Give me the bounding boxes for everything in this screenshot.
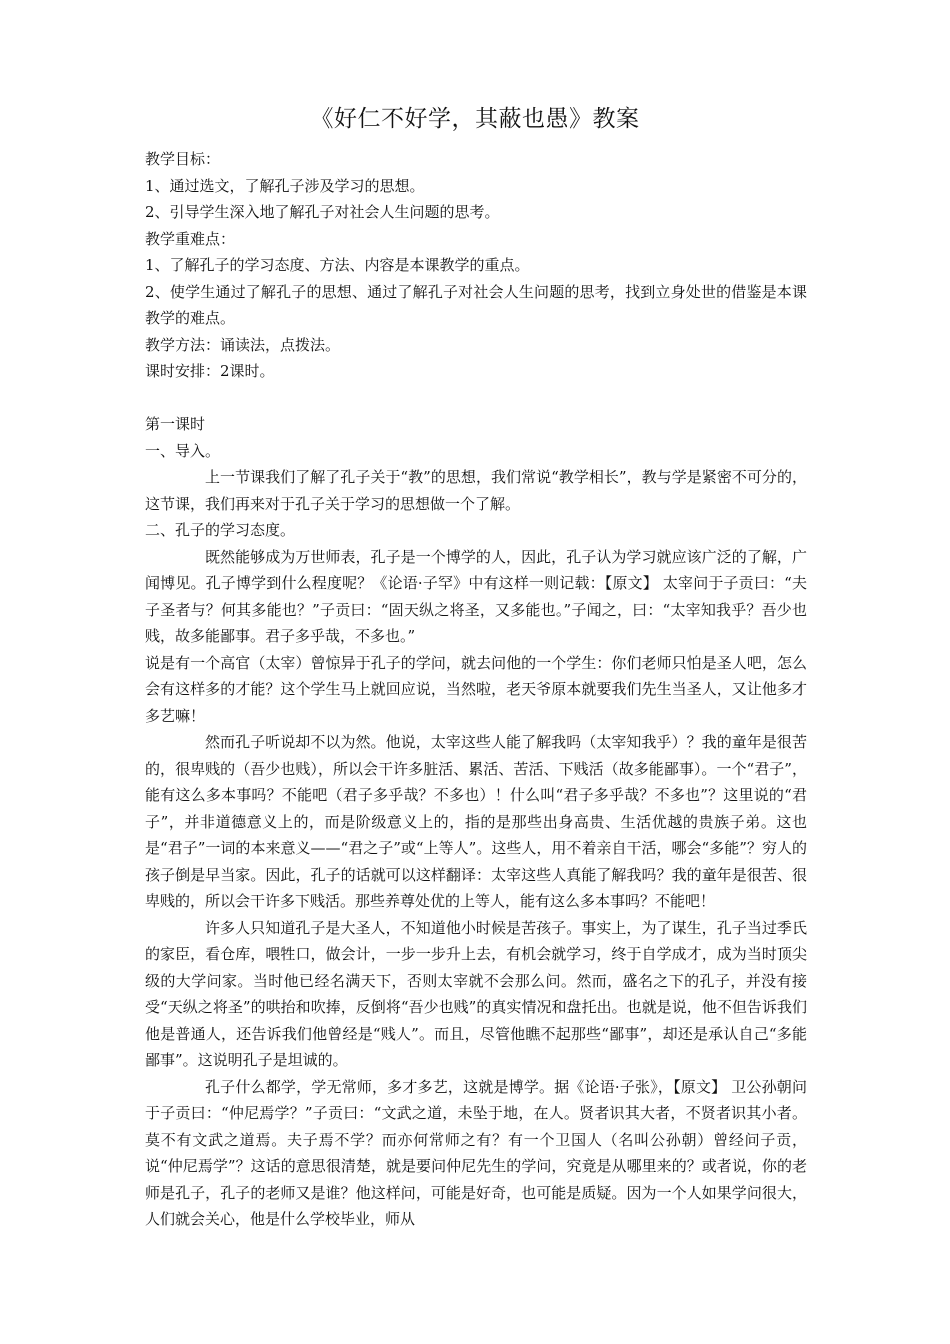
paragraph: 一、导入。: [145, 441, 221, 460]
paragraph: 上一节课我们了解了孔子关于“教”的思想，我们常说“教学相长”，教与学是紧密不可分的，这节课，我们再来对于孔子关于学习的思想做一个了解。: [145, 468, 807, 513]
paragraph: 许多人只知道孔子是大圣人，不知道他小时候是苦孩子。事实上，为了谋生，孔子当过季氏的家臣，看仓库，喂牲口，做会计，一步一步升上去，有机会就学习，终于自学成才，成为当时顶尖级的大学问家。当时他已经名满天下，否则太宰就不会那么问。然而，盛名之下的孔子，并没有接受“天纵之将圣”的哄抬和吹捧，反倒将“吾少也贱”的真实情况和盘托出。也就是说，他不但告诉我们他是普通人，还告诉我们他曾经是“贱人”。而且，尽管他瞧不起那些“鄙事”，却还是承认自己“多能鄙事”。这说明孔子是坦诚的。: [145, 918, 807, 1069]
document-title: 《好仁不好学，其蔽也愚》教案: [310, 106, 640, 132]
paragraph: 1、通过选文，了解孔子涉及学习的思想。: [145, 176, 425, 195]
paragraph: 教学目标：: [145, 150, 221, 168]
paragraph: 孔子什么都学，学无常师，多才多艺，这就是博学。据《论语·子张》，【原文】 卫公孙朝问于子贡曰：“仲尼焉学？”子贡曰：“文武之道，未坠于地，在人。贤者识其大者，不贤者识其小者。莫不有文武之道焉。夫子焉不学？而亦何常师之有？有一个卫国人（名叫公孙朝）曾经问子贡，说“仲尼焉学”？这话的意思很清楚，就是要问仲尼先生的学问，究竟是从哪里来的？或者说，你的老师是孔子，孔子的老师又是谁？他这样问，可能是好奇，也可能是质疑。因为一个人如果学问很大，人们就会关心，他是什么学校毕业，师从: [145, 1077, 807, 1228]
paragraph: 2、引导学生深入地了解孔子对社会人生问题的思考。: [145, 203, 500, 221]
paragraph: 第一课时: [145, 415, 206, 433]
paragraph: 说是有一个高官（太宰）曾惊异于孔子的学问，就去问他的一个学生：你们老师只怕是圣人吧，怎么会有这样多的才能？这个学生马上就回应说，当然啦，老天爷原本就要我们先生当圣人，又让他多才多艺嘛！: [145, 653, 807, 725]
paragraph: 二、孔子的学习态度。: [145, 521, 296, 539]
paragraph: 既然能够成为万世师表，孔子是一个博学的人，因此，孔子认为学习就应该广泛的了解，广闻博见。孔子博学到什么程度呢？《论语·子罕》中有这样一则记载：【原文】 太宰问于子贡曰：“夫子圣者与？何其多能也？”子贡曰：“固天纵之将圣，又多能也。”子闻之，曰：“太宰知我乎？吾少也贱，故多能鄙事。君子多乎哉，不多也。”: [145, 547, 807, 645]
paragraph: 1、了解孔子的学习态度、方法、内容是本课教学的重点。: [145, 256, 530, 274]
paragraph: 教学方法：诵读法，点拨法。: [145, 335, 341, 354]
paragraph: 2、使学生通过了解孔子的思想、通过了解孔子对社会人生问题的思考，找到立身处世的借鉴是本课教学的难点。: [145, 282, 807, 327]
document-body: [145, 146, 807, 1233]
paragraph: 课时安排：2课时。: [145, 362, 275, 380]
blank-line: [145, 385, 807, 412]
paragraph: 教学重难点：: [145, 229, 236, 248]
paragraph: 然而孔子听说却不以为然。他说，太宰这些人能了解我吗（太宰知我乎）？我的童年是很苦的，很卑贱的（吾少也贱），所以会干许多脏活、累活、苦活、下贱活（故多能鄙事）。一个“君子”，能有这么多本事吗？不能吧（君子多乎哉？不多也）！什么叫“君子多乎哉？不多也”？这里说的“君子”，并非道德意义上的，而是阶级意义上的，指的是那些出身高贵、生活优越的贵族子弟。这也是“君子”一词的本来意义——“君之子”或“上等人”。这些人，用不着亲自干活，哪会“多能”？穷人的孩子倒是早当家。因此，孔子的话就可以这样翻译：太宰这些人真能了解我吗？我的童年是很苦、很卑贱的，所以会干许多下贱活。那些养尊处优的上等人，能有这么多本事吗？不能吧！: [145, 733, 807, 910]
